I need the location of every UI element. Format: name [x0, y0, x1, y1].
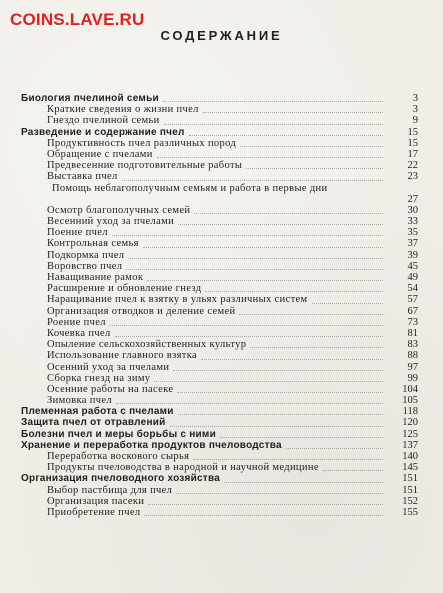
toc-entry-title: Поение пчел	[47, 227, 108, 239]
dot-leader	[110, 324, 383, 326]
toc-entry-title: Организация пасеки	[47, 495, 145, 507]
toc-page-number: 88	[407, 350, 418, 362]
toc-row	[0, 462, 443, 473]
toc-page-number: 9	[412, 115, 418, 127]
toc-entry-title: Подкормка пчел	[47, 249, 125, 261]
toc-row	[0, 339, 443, 350]
toc-entry-title: Приобретение пчел	[47, 506, 141, 518]
dot-leader	[203, 111, 383, 113]
dot-leader	[239, 313, 383, 315]
toc-row	[0, 261, 443, 272]
dot-leader	[177, 391, 383, 393]
toc-row	[0, 250, 443, 261]
toc-page-number: 37	[407, 238, 418, 250]
toc-page-number: 125	[402, 428, 418, 440]
dot-leader	[205, 290, 383, 292]
toc-section-title: Организация пчеловодного хозяйства	[21, 473, 221, 485]
dot-leader	[323, 469, 383, 471]
toc-row	[0, 440, 443, 451]
toc-entry-title: Сборка гнезд на зиму	[47, 372, 151, 384]
toc-section-title: Защита пчел от отравлений	[21, 417, 166, 429]
toc-section-title: Хранение и переработка продуктов пчеловодства	[21, 439, 282, 451]
dot-leader	[312, 302, 383, 304]
toc-row	[0, 283, 443, 294]
toc-section-title: Разведение и содержание пчел	[21, 126, 185, 138]
dot-leader	[144, 514, 383, 516]
toc-page-number: 45	[407, 260, 418, 272]
toc-page-number: 99	[407, 372, 418, 384]
dot-leader	[178, 223, 383, 225]
toc-row	[0, 205, 443, 216]
dot-leader	[115, 335, 383, 337]
toc-row	[0, 417, 443, 428]
toc-page-number: 67	[407, 305, 418, 317]
toc-page-number: 140	[402, 451, 418, 462]
toc-entry-title: Расширение и обновление гнезд	[47, 283, 202, 295]
toc-row	[0, 350, 443, 361]
dot-leader	[224, 481, 383, 483]
dot-leader	[163, 100, 383, 102]
dot-leader	[143, 246, 383, 248]
toc-page-number: 30	[407, 204, 418, 216]
toc-row	[0, 138, 443, 149]
dot-leader	[170, 425, 383, 427]
toc-entry-title: Контрольная семья	[47, 238, 139, 250]
dot-leader	[154, 380, 383, 382]
toc-row	[0, 149, 443, 160]
toc-row	[0, 238, 443, 249]
toc-page-number: 152	[402, 495, 418, 507]
toc-row	[0, 362, 443, 373]
toc-row	[0, 384, 443, 395]
toc-row	[0, 104, 443, 115]
toc-page-number: 104	[402, 383, 418, 395]
toc-row	[0, 160, 443, 171]
toc-page-number: 15	[407, 137, 418, 149]
toc-row	[0, 473, 443, 484]
toc-page-number: 54	[407, 283, 418, 295]
toc-entry-title: Продукты пчеловодства в народной и научной медицине	[47, 462, 319, 474]
toc-row	[0, 429, 443, 440]
toc-entry-title: Помощь неблагополучным семьям и работа в первые дни	[52, 182, 328, 194]
toc-section-title: Болезни пчел и меры борьбы с ними	[21, 428, 216, 440]
toc-entry-title: Кочевка пчел	[47, 327, 111, 339]
toc-entry-title: Осенние работы на пасеке	[47, 383, 174, 395]
toc-page-number: 145	[402, 462, 418, 474]
dot-leader	[148, 503, 383, 505]
toc-entry-title: Зимовка пчел	[47, 395, 112, 407]
dot-leader	[220, 436, 383, 438]
toc-page-number: 22	[407, 160, 418, 172]
toc-entry-title: Использование главного взятка	[47, 350, 198, 362]
dot-leader	[116, 402, 383, 404]
toc-entry-title: Обращение с пчелами	[47, 148, 153, 160]
toc-page-number: 120	[402, 417, 418, 429]
toc-row	[0, 272, 443, 283]
toc-page-number: 97	[407, 361, 418, 373]
toc-row	[0, 127, 443, 138]
toc-entry-title: Переработка воскового сырья	[47, 451, 190, 463]
toc-entry-title: Наращивание пчел к взятку в ульях различных систем	[47, 294, 308, 306]
toc-entry-title: Продуктивность пчел различных пород	[47, 137, 237, 149]
toc-entry-title: Выбор пастбища для пчел	[47, 484, 173, 496]
dot-leader	[246, 167, 383, 169]
toc-page-number: 137	[402, 439, 418, 451]
toc-page-number: 118	[402, 406, 418, 418]
dot-leader	[189, 134, 383, 136]
table-of-contents	[0, 93, 443, 518]
toc-section-title: Племенная работа с пчелами	[21, 406, 174, 418]
toc-entry-title: Краткие сведения о жизни пчел	[47, 104, 199, 116]
dot-leader	[286, 447, 383, 449]
dot-leader	[176, 492, 383, 494]
toc-row	[0, 406, 443, 417]
toc-page-number: 27	[407, 193, 418, 205]
toc-row	[0, 395, 443, 406]
toc-row	[0, 451, 443, 462]
toc-row	[0, 485, 443, 496]
toc-entry-title: Весенний уход за пчелами	[47, 216, 175, 228]
toc-row	[0, 93, 443, 104]
toc-row	[0, 294, 443, 305]
toc-entry-title: Воровство пчел	[47, 260, 123, 272]
dot-leader	[164, 123, 383, 125]
dot-leader	[201, 358, 383, 360]
toc-page-number: 33	[407, 216, 418, 228]
dot-leader	[194, 212, 383, 214]
toc-row	[0, 328, 443, 339]
dot-leader	[128, 257, 383, 259]
dot-leader	[112, 234, 383, 236]
toc-row	[0, 115, 443, 126]
toc-page-number: 3	[412, 92, 418, 104]
toc-page-number: 23	[407, 171, 418, 183]
toc-page-number: 3	[412, 104, 418, 116]
toc-page-number: 81	[407, 327, 418, 339]
toc-row	[0, 171, 443, 182]
toc-page-number: 35	[407, 227, 418, 239]
dot-leader	[126, 268, 383, 270]
toc-row	[0, 227, 443, 238]
toc-entry-title: Предвесенние подготовительные работы	[47, 160, 243, 172]
toc-entry-title: Осенний уход за пчелами	[47, 361, 170, 373]
toc-entry-title: Осмотр благополучных семей	[47, 204, 191, 216]
toc-row	[0, 317, 443, 328]
toc-row	[0, 306, 443, 317]
toc-row	[0, 216, 443, 227]
toc-page-number: 17	[407, 148, 418, 160]
toc-entry-title: Гнездо пчелиной семьи	[47, 115, 160, 127]
toc-page-number: 151	[402, 473, 418, 485]
dot-leader	[122, 179, 383, 181]
toc-page-number: 155	[402, 506, 418, 518]
toc-page-number: 83	[407, 339, 418, 351]
toc-row	[0, 373, 443, 384]
dot-leader	[173, 369, 383, 371]
toc-page-number: 39	[407, 249, 418, 261]
toc-page-number: 49	[407, 272, 418, 283]
toc-page-number: 57	[407, 294, 418, 306]
toc-entry-title: Опыление сельскохозяйственных культур	[47, 339, 247, 351]
toc-page-number: 15	[407, 126, 418, 138]
toc-entry-title: Выставка пчел	[47, 171, 118, 183]
toc-entry-title: Организация отводков и деление семей	[47, 305, 236, 317]
watermark-text: COINS.LAVE.RU	[10, 10, 145, 29]
dot-leader	[178, 413, 383, 415]
toc-page-number: 105	[402, 395, 418, 407]
dot-leader	[250, 346, 383, 348]
toc-row	[0, 183, 443, 205]
dot-leader	[147, 279, 383, 281]
toc-section-title: Биология пчелиной семьи	[21, 93, 159, 104]
toc-page-number: 73	[407, 316, 418, 328]
toc-page-number: 151	[402, 484, 418, 496]
page-title: СОДЕРЖАНИЕ	[160, 28, 283, 43]
toc-entry-title: Наващивание рамок	[47, 272, 144, 284]
toc-row	[0, 507, 443, 518]
dot-leader	[193, 458, 383, 460]
dot-leader	[240, 145, 383, 147]
toc-entry-title: Роение пчел	[47, 316, 106, 328]
dot-leader	[157, 156, 383, 158]
toc-row	[0, 496, 443, 507]
